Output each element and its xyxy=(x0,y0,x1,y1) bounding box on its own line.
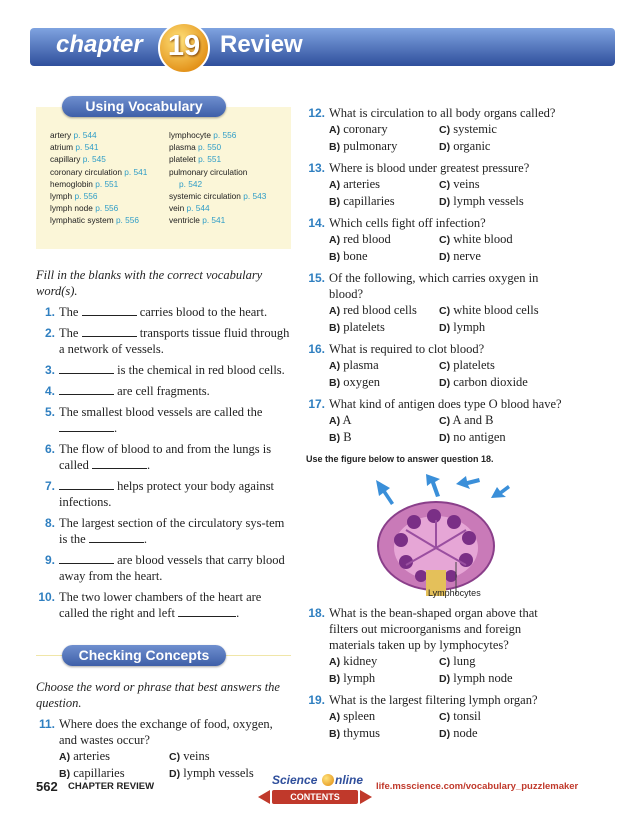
option-text: thymus xyxy=(343,726,381,740)
option-letter: D) xyxy=(439,673,451,685)
vocab-page-ref: p. 556 xyxy=(74,191,98,202)
answer-option-b[interactable] xyxy=(329,374,439,391)
option-letter: B) xyxy=(329,728,341,740)
question-number: 6. xyxy=(44,442,55,456)
left-column xyxy=(36,97,291,782)
lymph-node-illustration xyxy=(306,470,568,600)
question-text: The two lower chambers of the heart are called the right and left xyxy=(59,590,262,620)
answer-option-c[interactable] xyxy=(439,176,568,193)
footer-url-link[interactable]: life.msscience.com/vocabulary_puzzlemaker xyxy=(376,781,579,792)
option-letter: D) xyxy=(439,728,451,740)
question-text: The xyxy=(59,305,79,319)
vocab-page-ref: p. 545 xyxy=(82,154,106,165)
question-text: What is the bean-shaped organ above that filters out microorganisms and foreign materials taken up by lymphocytes? xyxy=(329,606,538,652)
vocab-term: systemic circulation xyxy=(168,191,241,202)
option-letter: D) xyxy=(439,377,451,389)
question-number: 14. xyxy=(308,216,325,230)
option-text: arteries xyxy=(343,177,380,191)
chapter-banner xyxy=(30,22,615,72)
answer-option-d[interactable] xyxy=(439,248,568,265)
option-letter: D) xyxy=(439,432,451,444)
question-number: 5. xyxy=(44,405,55,419)
option-letter: C) xyxy=(439,711,451,723)
contents-button[interactable]: CONTENTS xyxy=(272,790,358,804)
question-number: 17. xyxy=(308,397,325,411)
option-text: red blood xyxy=(343,232,391,246)
option-text: veins xyxy=(453,177,480,191)
answer-option-a[interactable] xyxy=(329,357,439,374)
option-text: platelets xyxy=(343,320,385,334)
option-text: A and B xyxy=(452,413,494,427)
option-text: lymph vessels xyxy=(453,194,524,208)
answer-option-a[interactable] xyxy=(329,121,439,138)
fill-question xyxy=(36,441,291,473)
question-text: The flow of blood to and from the lungs is called xyxy=(59,442,272,472)
option-text: lymph node xyxy=(453,671,513,685)
answer-option-c[interactable] xyxy=(169,748,291,765)
option-letter: B) xyxy=(59,768,71,780)
option-letter: C) xyxy=(439,360,451,372)
option-letter: A) xyxy=(59,751,71,763)
answer-options xyxy=(329,176,568,210)
option-text: A xyxy=(342,413,352,427)
mc-question xyxy=(306,105,568,155)
question-number: 18. xyxy=(308,606,325,620)
vocab-term: lymphatic system xyxy=(50,215,114,226)
question-number: 10. xyxy=(38,590,55,604)
option-letter: C) xyxy=(439,305,451,317)
option-letter: B) xyxy=(329,322,341,334)
question-text: is the chemical in red blood cells. xyxy=(117,363,285,377)
footer-section: CHAPTER REVIEW xyxy=(68,781,155,792)
answer-option-a[interactable] xyxy=(329,708,439,725)
question-text: Where does the exchange of food, oxygen, and wastes occur? xyxy=(59,717,273,747)
vocab-page-ref: p. 542 xyxy=(178,178,203,189)
chapter-number: 19 xyxy=(167,30,201,62)
question-text: Of the following, which carries oxygen in blood? xyxy=(329,271,539,301)
mc-question xyxy=(306,215,568,265)
answer-option-b[interactable] xyxy=(329,429,439,446)
mc-question xyxy=(306,692,568,742)
vocab-page-ref: p. 543 xyxy=(243,191,267,202)
option-text: no antigen xyxy=(453,430,506,444)
vocab-entry xyxy=(169,202,283,214)
vocab-term: lymphocyte xyxy=(168,130,211,140)
option-text: lung xyxy=(453,654,476,668)
question-text: What is the largest filtering lymph organ? xyxy=(329,693,538,707)
fill-question xyxy=(36,362,291,378)
answer-options xyxy=(329,412,568,446)
option-letter: D) xyxy=(169,768,181,780)
question-text: The xyxy=(59,326,79,340)
question-text: . xyxy=(114,421,118,435)
vocab-page-ref: p. 556 xyxy=(213,130,237,140)
answer-blank[interactable] xyxy=(178,605,236,617)
option-letter: B) xyxy=(329,673,341,685)
mc-question xyxy=(306,160,568,210)
option-text: kidney xyxy=(343,654,378,668)
fill-in-questions xyxy=(36,304,291,621)
vocab-term: hemoglobin xyxy=(50,178,93,189)
question-number: 1. xyxy=(44,305,55,319)
answer-options xyxy=(329,121,568,155)
answer-blank[interactable] xyxy=(89,531,144,543)
vocab-page-ref: p. 551 xyxy=(198,154,222,165)
vocab-entry xyxy=(50,214,169,226)
option-letter: B) xyxy=(329,141,341,153)
mc-question xyxy=(306,270,568,336)
option-text: arteries xyxy=(73,749,110,763)
answer-option-b[interactable] xyxy=(329,319,439,336)
vocab-entry xyxy=(169,214,283,226)
option-letter: B) xyxy=(329,251,341,263)
answer-option-d[interactable] xyxy=(439,725,568,742)
question-text: The largest section of the circulatory sys-tem is the xyxy=(59,516,285,546)
vocab-term: atrium xyxy=(50,142,74,153)
fill-question xyxy=(36,589,291,621)
question-number: 4. xyxy=(44,384,55,398)
option-letter: B) xyxy=(329,377,341,389)
vocab-column-1 xyxy=(50,129,169,227)
question-number: 2. xyxy=(44,326,55,340)
vocab-entry xyxy=(50,141,169,153)
online-word: nline xyxy=(335,773,364,787)
question-text: are blood vessels that carry blood away from the heart. xyxy=(59,553,285,583)
question-text: What is required to clot blood? xyxy=(329,342,485,356)
option-letter: B) xyxy=(329,432,341,444)
answer-option-d[interactable] xyxy=(439,670,568,687)
answer-option-d[interactable] xyxy=(439,319,568,336)
option-text: platelets xyxy=(453,358,495,372)
figure-instruction: Use the figure below to answer question 18. xyxy=(306,454,494,464)
answer-option-b[interactable] xyxy=(329,248,439,265)
fill-question xyxy=(36,552,291,584)
option-text: organic xyxy=(453,139,491,153)
option-letter: C) xyxy=(439,234,451,246)
fill-question xyxy=(36,478,291,510)
option-text: spleen xyxy=(343,709,376,723)
answer-options xyxy=(329,357,568,391)
option-letter: A) xyxy=(329,656,341,668)
option-text: capillaries xyxy=(73,766,125,780)
option-letter: A) xyxy=(329,124,341,136)
option-text: carbon dioxide xyxy=(453,375,528,389)
answer-option-c[interactable] xyxy=(439,412,568,429)
mc-questions-left xyxy=(36,716,291,782)
answer-blank[interactable] xyxy=(82,304,137,316)
fill-question xyxy=(36,383,291,399)
answer-blank[interactable] xyxy=(59,362,114,374)
mc-questions-right-bottom xyxy=(306,605,568,742)
next-arrow-icon[interactable] xyxy=(360,790,372,804)
review-word: Review xyxy=(220,31,303,58)
vocab-page-ref: p. 541 xyxy=(75,142,99,153)
answer-option-d[interactable] xyxy=(439,193,568,210)
answer-blank[interactable] xyxy=(82,325,137,337)
question-number: 19. xyxy=(308,693,325,707)
science-online-logo[interactable] xyxy=(258,773,378,805)
vocab-entry xyxy=(50,166,169,178)
answer-options xyxy=(329,708,568,742)
prev-arrow-icon[interactable] xyxy=(258,790,270,804)
answer-option-c[interactable] xyxy=(439,231,568,248)
answer-option-c[interactable] xyxy=(439,653,568,670)
answer-option-a[interactable] xyxy=(329,176,439,193)
vocab-entry xyxy=(50,190,169,202)
option-letter: A) xyxy=(329,415,341,427)
option-letter: A) xyxy=(329,234,341,246)
vocab-entry xyxy=(169,141,283,153)
fill-question xyxy=(36,515,291,547)
chapter-word: chapter xyxy=(56,31,143,58)
question-number: 7. xyxy=(44,479,55,493)
question-text: What kind of antigen does type O blood have? xyxy=(329,397,562,411)
answer-option-c[interactable] xyxy=(439,357,568,374)
vocab-entry xyxy=(169,190,283,202)
vocab-page-ref: p. 556 xyxy=(115,215,140,226)
vocab-entry xyxy=(50,153,169,165)
answer-option-c[interactable] xyxy=(439,121,568,138)
question-text: The smallest blood vessels are called the xyxy=(59,405,263,419)
figure-label: Lymphocytes xyxy=(428,588,481,598)
vocab-term: plasma xyxy=(168,142,196,153)
option-text: coronary xyxy=(343,122,388,136)
vocab-entry xyxy=(169,178,283,190)
vocab-term: artery xyxy=(50,130,72,140)
option-letter: A) xyxy=(329,711,341,723)
vocab-page-ref: p. 544 xyxy=(186,203,210,214)
question-text: . xyxy=(236,606,240,620)
vocab-entry xyxy=(169,153,283,165)
answer-option-d[interactable] xyxy=(439,138,568,155)
option-text: lymph vessels xyxy=(183,766,254,780)
answer-option-a[interactable] xyxy=(329,302,439,319)
question-number: 3. xyxy=(44,363,55,377)
mc-questions-right xyxy=(306,105,568,446)
question-text: . xyxy=(146,458,151,472)
answer-blank[interactable] xyxy=(59,478,114,490)
answer-option-a[interactable] xyxy=(329,412,439,429)
option-text: red blood cells xyxy=(343,303,417,317)
answer-blank[interactable] xyxy=(59,552,114,564)
vocab-page-ref: p. 556 xyxy=(95,203,119,214)
option-text: lymph xyxy=(343,671,376,685)
page-number: 562 xyxy=(36,779,58,794)
answer-blank[interactable] xyxy=(59,383,114,395)
option-text: veins xyxy=(183,749,210,763)
option-text: B xyxy=(343,430,352,444)
vocab-page-ref: p. 541 xyxy=(124,166,148,177)
question-text: Which cells fight off infection? xyxy=(329,216,486,230)
right-column xyxy=(306,100,568,742)
concepts-instruction: Choose the word or phrase that best answers the question. xyxy=(36,680,280,710)
answer-options xyxy=(329,302,568,336)
answer-option-d[interactable] xyxy=(439,374,568,391)
question-number: 11. xyxy=(38,717,55,731)
answer-blank[interactable] xyxy=(59,420,114,432)
option-text: tonsil xyxy=(453,709,482,723)
answer-option-b[interactable] xyxy=(329,725,439,742)
option-letter: A) xyxy=(329,360,341,372)
vocab-term: platelet xyxy=(168,154,196,165)
vocab-page-ref: p. 550 xyxy=(198,142,222,153)
option-letter: D) xyxy=(439,141,451,153)
option-text: node xyxy=(453,726,478,740)
option-text: nerve xyxy=(453,249,481,263)
vocab-entry xyxy=(50,202,169,214)
answer-option-c[interactable] xyxy=(439,302,568,319)
vocab-page-ref: p. 541 xyxy=(202,215,226,226)
using-vocabulary-heading: Using Vocabulary xyxy=(62,96,226,117)
vocabulary-box xyxy=(36,98,291,249)
answer-option-a[interactable] xyxy=(59,748,169,765)
option-text: bone xyxy=(343,249,368,263)
vocab-column-2 xyxy=(169,129,283,227)
mc-question xyxy=(36,716,291,782)
answer-option-a[interactable] xyxy=(329,231,439,248)
option-letter: C) xyxy=(169,751,181,763)
option-letter: C) xyxy=(439,656,451,668)
vocab-term: lymph node xyxy=(50,203,93,214)
option-text: oxygen xyxy=(343,375,381,389)
question-text: are cell fragments. xyxy=(117,384,210,398)
mc-question xyxy=(306,605,568,687)
vocab-term: capillary xyxy=(50,154,81,165)
answer-option-d[interactable] xyxy=(439,429,568,446)
answer-option-b[interactable] xyxy=(329,670,439,687)
vocab-term: coronary circulation xyxy=(50,166,122,177)
answer-options xyxy=(329,653,568,687)
answer-options xyxy=(329,231,568,265)
mc-question xyxy=(306,396,568,446)
vocab-term: lymph xyxy=(50,191,73,202)
option-text: white blood xyxy=(453,232,513,246)
vocab-entry xyxy=(50,178,169,190)
question-number: 8. xyxy=(44,516,55,530)
mc-question xyxy=(306,341,568,391)
option-letter: C) xyxy=(439,179,451,191)
option-letter: B) xyxy=(329,196,341,208)
option-letter: C) xyxy=(439,124,451,136)
vocab-page-ref: p. 544 xyxy=(73,130,97,140)
fill-in-instruction: Fill in the blanks with the correct vocabulary word(s). xyxy=(36,268,263,298)
question-text: carries blood to the heart. xyxy=(139,305,268,319)
vocab-page-ref: p. 551 xyxy=(95,178,119,189)
question-number: 9. xyxy=(44,553,55,567)
option-text: systemic xyxy=(453,122,497,136)
question-text: transports tissue fluid through a network of vessels. xyxy=(59,326,290,356)
vocab-term: ventricle xyxy=(168,215,200,226)
answer-blank[interactable] xyxy=(92,457,147,469)
science-word: Science xyxy=(272,773,318,787)
vocab-term: pulmonary circulation xyxy=(168,166,248,177)
option-letter: D) xyxy=(439,322,451,334)
online-globe-icon xyxy=(322,774,334,786)
vocab-entry xyxy=(169,166,283,178)
answer-option-b[interactable] xyxy=(329,138,439,155)
question-number: 15. xyxy=(308,271,325,285)
question-text: Where is blood under greatest pressure? xyxy=(329,161,530,175)
option-text: pulmonary xyxy=(343,139,398,153)
answer-option-c[interactable] xyxy=(439,708,568,725)
option-text: plasma xyxy=(343,358,379,372)
question-text: . xyxy=(143,532,147,546)
fill-question xyxy=(36,404,291,436)
checking-concepts-heading: Checking Concepts xyxy=(62,645,226,666)
checking-concepts-section xyxy=(36,647,291,675)
lymph-node-figure xyxy=(306,470,568,600)
answer-option-a[interactable] xyxy=(329,653,439,670)
question-number: 12. xyxy=(308,106,325,120)
question-text: What is circulation to all body organs called? xyxy=(329,106,556,120)
page-footer xyxy=(36,775,596,805)
fill-question xyxy=(36,325,291,357)
question-text: helps protect your body against infections. xyxy=(59,479,275,509)
option-letter: C) xyxy=(439,415,451,427)
vocab-term: vein xyxy=(168,203,185,214)
option-letter: D) xyxy=(439,251,451,263)
vocab-entry xyxy=(169,129,283,141)
answer-option-b[interactable] xyxy=(329,193,439,210)
option-text: white blood cells xyxy=(453,303,539,317)
option-text: lymph xyxy=(453,320,486,334)
fill-question xyxy=(36,304,291,320)
question-number: 13. xyxy=(308,161,325,175)
option-letter: A) xyxy=(329,179,341,191)
vocab-entry xyxy=(50,129,169,141)
option-letter: D) xyxy=(439,196,451,208)
option-text: capillaries xyxy=(343,194,395,208)
question-number: 16. xyxy=(308,342,325,356)
option-letter: A) xyxy=(329,305,341,317)
